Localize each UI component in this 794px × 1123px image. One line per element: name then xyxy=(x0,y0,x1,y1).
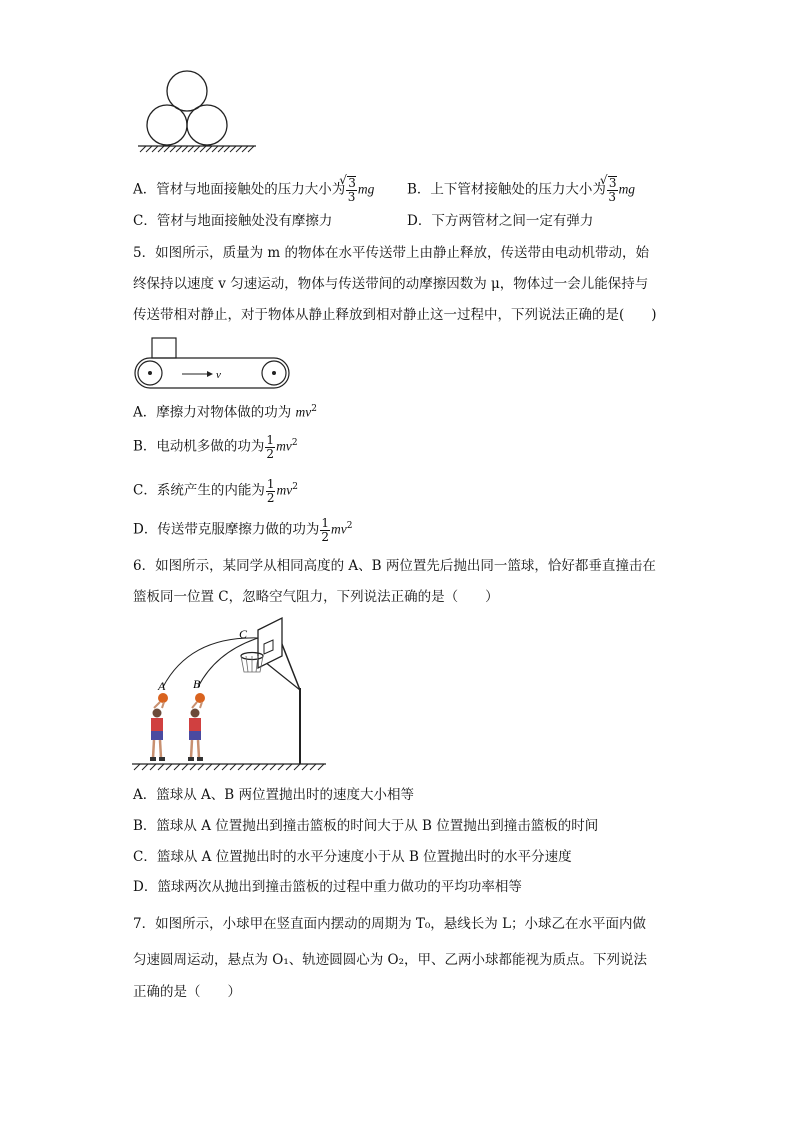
belt-velocity-label: v xyxy=(216,369,221,381)
q6-option-b: B．篮球从 A 位置抛出到撞击篮板的时间大于从 B 位置抛出到撞击篮板的时间 xyxy=(133,818,599,834)
q6-option-a: A．篮球从 A、B 两位置抛出时的速度大小相等 xyxy=(133,787,415,803)
q4-option-d: D．下方两管材之间一定有弹力 xyxy=(407,213,594,229)
q7-stem-line2: 匀速圆周运动，悬点为 O₁、轨迹圆圆心为 O₂，甲、乙两小球都能视为质点。下列说法 xyxy=(133,952,648,968)
q5-option-c: C．系统产生的内能为 $\frac{1}{2}$ $mv^2$ xyxy=(133,476,298,505)
q6-stem-line1: 6．如图所示，某同学从相同高度的 A、B 两位置先后抛出同一篮球，恰好都垂直撞击在 xyxy=(133,558,656,574)
basketball-figure xyxy=(130,612,330,774)
q5-stem-line3: 传送带相对静止，对于物体从静止释放到相对静止这一过程中，下列说法正确的是( ) xyxy=(133,307,657,323)
label-c: C xyxy=(239,627,248,641)
q7-stem-line3: 正确的是（ ） xyxy=(133,984,241,1000)
q5-option-a: A．摩擦力对物体做的功为 $mv^2$ xyxy=(133,404,318,421)
pipes-figure xyxy=(130,62,265,158)
q6-option-c: C．篮球从 A 位置抛出时的水平分速度小于从 B 位置抛出时的水平分速度 xyxy=(133,849,572,865)
q4-option-b: B．上下管材接触处的压力大小为 √ $\frac{3}{3}$ mg xyxy=(407,176,635,204)
q5-stem-line1: 5．如图所示，质量为 m 的物体在水平传送带上由静止释放，传送带由电动机带动，始 xyxy=(133,245,649,261)
conveyor-figure xyxy=(134,336,294,390)
player-a-icon xyxy=(150,693,168,761)
q5-option-b: B．电动机多做的功为 $\frac{1}{2}$ $mv^2$ xyxy=(133,432,298,461)
label-b: B xyxy=(193,677,201,691)
label-a: A xyxy=(158,679,166,693)
player-b-icon xyxy=(188,693,205,761)
q5-option-d: D．传送带克服摩擦力做的功为 $\frac{1}{2}$ $mv^2$ xyxy=(133,515,353,544)
q5-stem-line2: 终保持以速度 v 匀速运动，物体与传送带间的动摩擦因数为 μ，物体过一会儿能保持与 xyxy=(133,276,649,292)
q7-stem-line1: 7．如图所示，小球甲在竖直面内摆动的周期为 T₀，悬线长为 L；小球乙在水平面内做 xyxy=(133,916,647,932)
q4-option-a: A．管材与地面接触处的压力大小为 √ $\frac{3}{3}$ mg xyxy=(133,176,374,204)
q6-option-d: D．篮球两次从抛出到撞击篮板的过程中重力做功的平均功率相等 xyxy=(133,879,522,895)
q4-option-c: C．管材与地面接触处没有摩擦力 xyxy=(133,213,333,229)
q6-stem-line2: 篮板同一位置 C，忽略空气阻力，下列说法正确的是（ ） xyxy=(133,589,499,605)
